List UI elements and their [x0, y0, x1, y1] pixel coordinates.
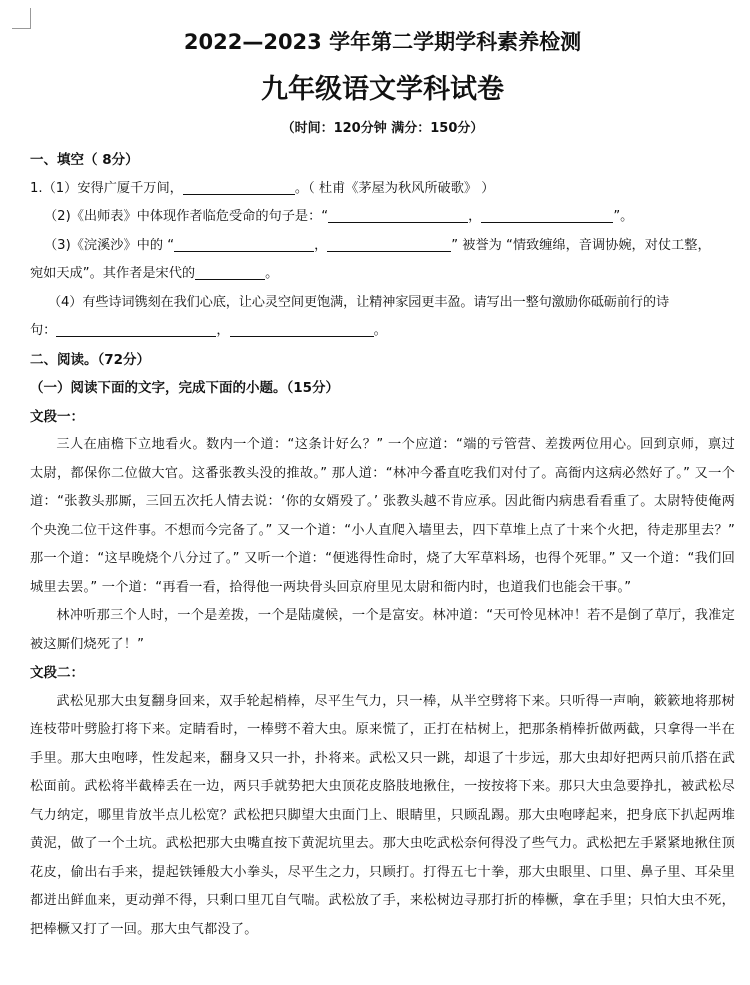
- answer-blank-8[interactable]: [230, 322, 374, 337]
- answer-blank-5[interactable]: [327, 237, 451, 252]
- answer-blank-4[interactable]: [174, 237, 314, 252]
- q1-4-text-a: （4）有些诗词镌刻在我们心底，让心灵空间更饱满，让精神家园更丰盈。请写出一整句激励你砥砺前行的诗: [48, 294, 669, 310]
- q1-2-text-b: ，: [468, 209, 482, 224]
- text-2-paragraph-1: 武松见那大虫复翻身回来，双手轮起梢棒，尽平生气力，只一棒，从半空劈将下来。只听得一声响，簌簌地将那树连枝带叶劈脸打将下来。定睛看时，一棒劈不着大虫。原来慌了，正打在枯树上，把那条梢棒折做两截，只拿得一半在手里。那大虫咆哮，性发起来，翻身又只一扑，扑将来。武松又只一跳，却退了十步远，那大虫却好把两只前爪搭在武松面前。武松将半截棒丢在一边，两只手就势把大虫顶花皮胳肢地揪住，一按按将下来。那只大虫急要挣扎，被武松尽气力纳定，哪里肯放半点儿松宽？武松把只脚望大虫面门上、眼睛里，只顾乱踢。那大虫咆哮起来，把身底下扒起两堆黄泥，做了一个土坑。武松把那大虫嘴直按下黄泥坑里去。那大虫吃武松奈何得没了些气力。武松把左手紧紧地揪住顶花皮，偷出右手来，提起铁锤般大小拳头，尽平生之力，只顾打。打得五七十拳，那大虫眼里、口里、鼻子里、耳朵里都迸出鲜血来，更动弹不得，只剩口里兀自气喘。武松放了手，来松树边寻那打折的棒橛，拿在手里；只怕大虫不死，把棒橛又打了一回。那大虫气都没了。: [30, 693, 735, 937]
- question-1-1: [30, 175, 735, 204]
- q1-3-text-c: ” 被誉为 “情致缠绵，音调协婉，对仗工整，: [451, 237, 711, 253]
- q1-2-text-c: ”。: [613, 209, 634, 224]
- answer-blank-6[interactable]: [195, 265, 265, 280]
- subsection-1-heading: （一）阅读下面的文字，完成下面的小题。（15分）: [30, 380, 340, 396]
- answer-blank-1[interactable]: [183, 180, 295, 195]
- question-1-4-cont: [30, 317, 735, 346]
- q1-3-text-e: 。: [265, 266, 279, 281]
- q1-4-text-b: 句：: [30, 323, 57, 338]
- question-1-3: [30, 232, 735, 261]
- text-1-paragraph-1: 三人在庙檐下立地看火。数内一个道：“这条计好么？” 一个应道：“端的亏管营、差拨两位用心。回到京师，禀过太尉，都保你二位做大官。这番张教头没的推故。” 那人道：“林冲今番直吃我们对付了。高衙内这病必然好了。” 又一个道：“张教头那厮，三回五次托人情去说：‘你的女婿殁了。’ 张教头越不肯应承。因此衙内病患看看重了。太尉特使俺两个央浼二位干这件事。不想而今完备了。” 又一个道：“小人直爬入墙里去，四下草堆上点了十来个火把，待走那里去？” 那一个道：“这早晚烧个八分过了。” 又听一个道：“便逃得性命时，烧了大军草料场，也得个死罪。” 又一个道：“我们回城里去罢。” 一个道：“再看一看，拾得他一两块骨头回京府里见太尉和衙内时，也道我们也能会干事。”: [30, 437, 735, 595]
- exam-time-score: （时间：120分钟 满分：150分）: [281, 121, 484, 136]
- q1-3-text-a: （3)《浣溪沙》中的 “: [44, 237, 175, 253]
- text-1-paragraph-2: 林冲听那三个人时，一个是差拨，一个是陆虞候，一个是富安。林冲道：“天可怜见林冲！若不是倒了草厅，我准定被这厮们烧死了！”: [30, 608, 735, 652]
- q1-1-text-a: 1.（1）安得广厦千万间，: [30, 180, 183, 196]
- question-1-2: [30, 203, 735, 232]
- answer-blank-3[interactable]: [481, 208, 613, 223]
- page-corner-mark: [12, 8, 31, 29]
- exam-title: 九年级语文学科试卷: [261, 74, 504, 105]
- text-2-label: 文段二：: [30, 665, 84, 681]
- q1-3-text-d: 宛如天成”。其作者是宋代的: [30, 266, 196, 281]
- q1-4-text-d: 。: [373, 323, 387, 338]
- q1-3-text-b: ，: [314, 237, 328, 253]
- answer-blank-2[interactable]: [328, 208, 468, 223]
- exam-page: [30, 26, 735, 944]
- section-1-heading: 一、填空（ 8分）: [30, 152, 139, 168]
- exam-year-heading: 2022—2023 学年第二学期学科素养检测: [183, 30, 582, 54]
- question-1-4: [30, 289, 735, 318]
- q1-4-text-c: ，: [216, 323, 230, 338]
- section-2-heading: 二、阅读。（72分）: [30, 351, 151, 368]
- question-1-3-cont: [30, 260, 735, 289]
- answer-blank-7[interactable]: [56, 322, 216, 337]
- q1-2-text-a: （2)《出师表》中体现作者临危受命的句子是：“: [44, 209, 329, 224]
- q1-1-text-b: 。（ 杜甫《茅屋为秋风所破歌》 ）: [294, 180, 495, 196]
- text-1-label: 文段一：: [30, 408, 84, 425]
